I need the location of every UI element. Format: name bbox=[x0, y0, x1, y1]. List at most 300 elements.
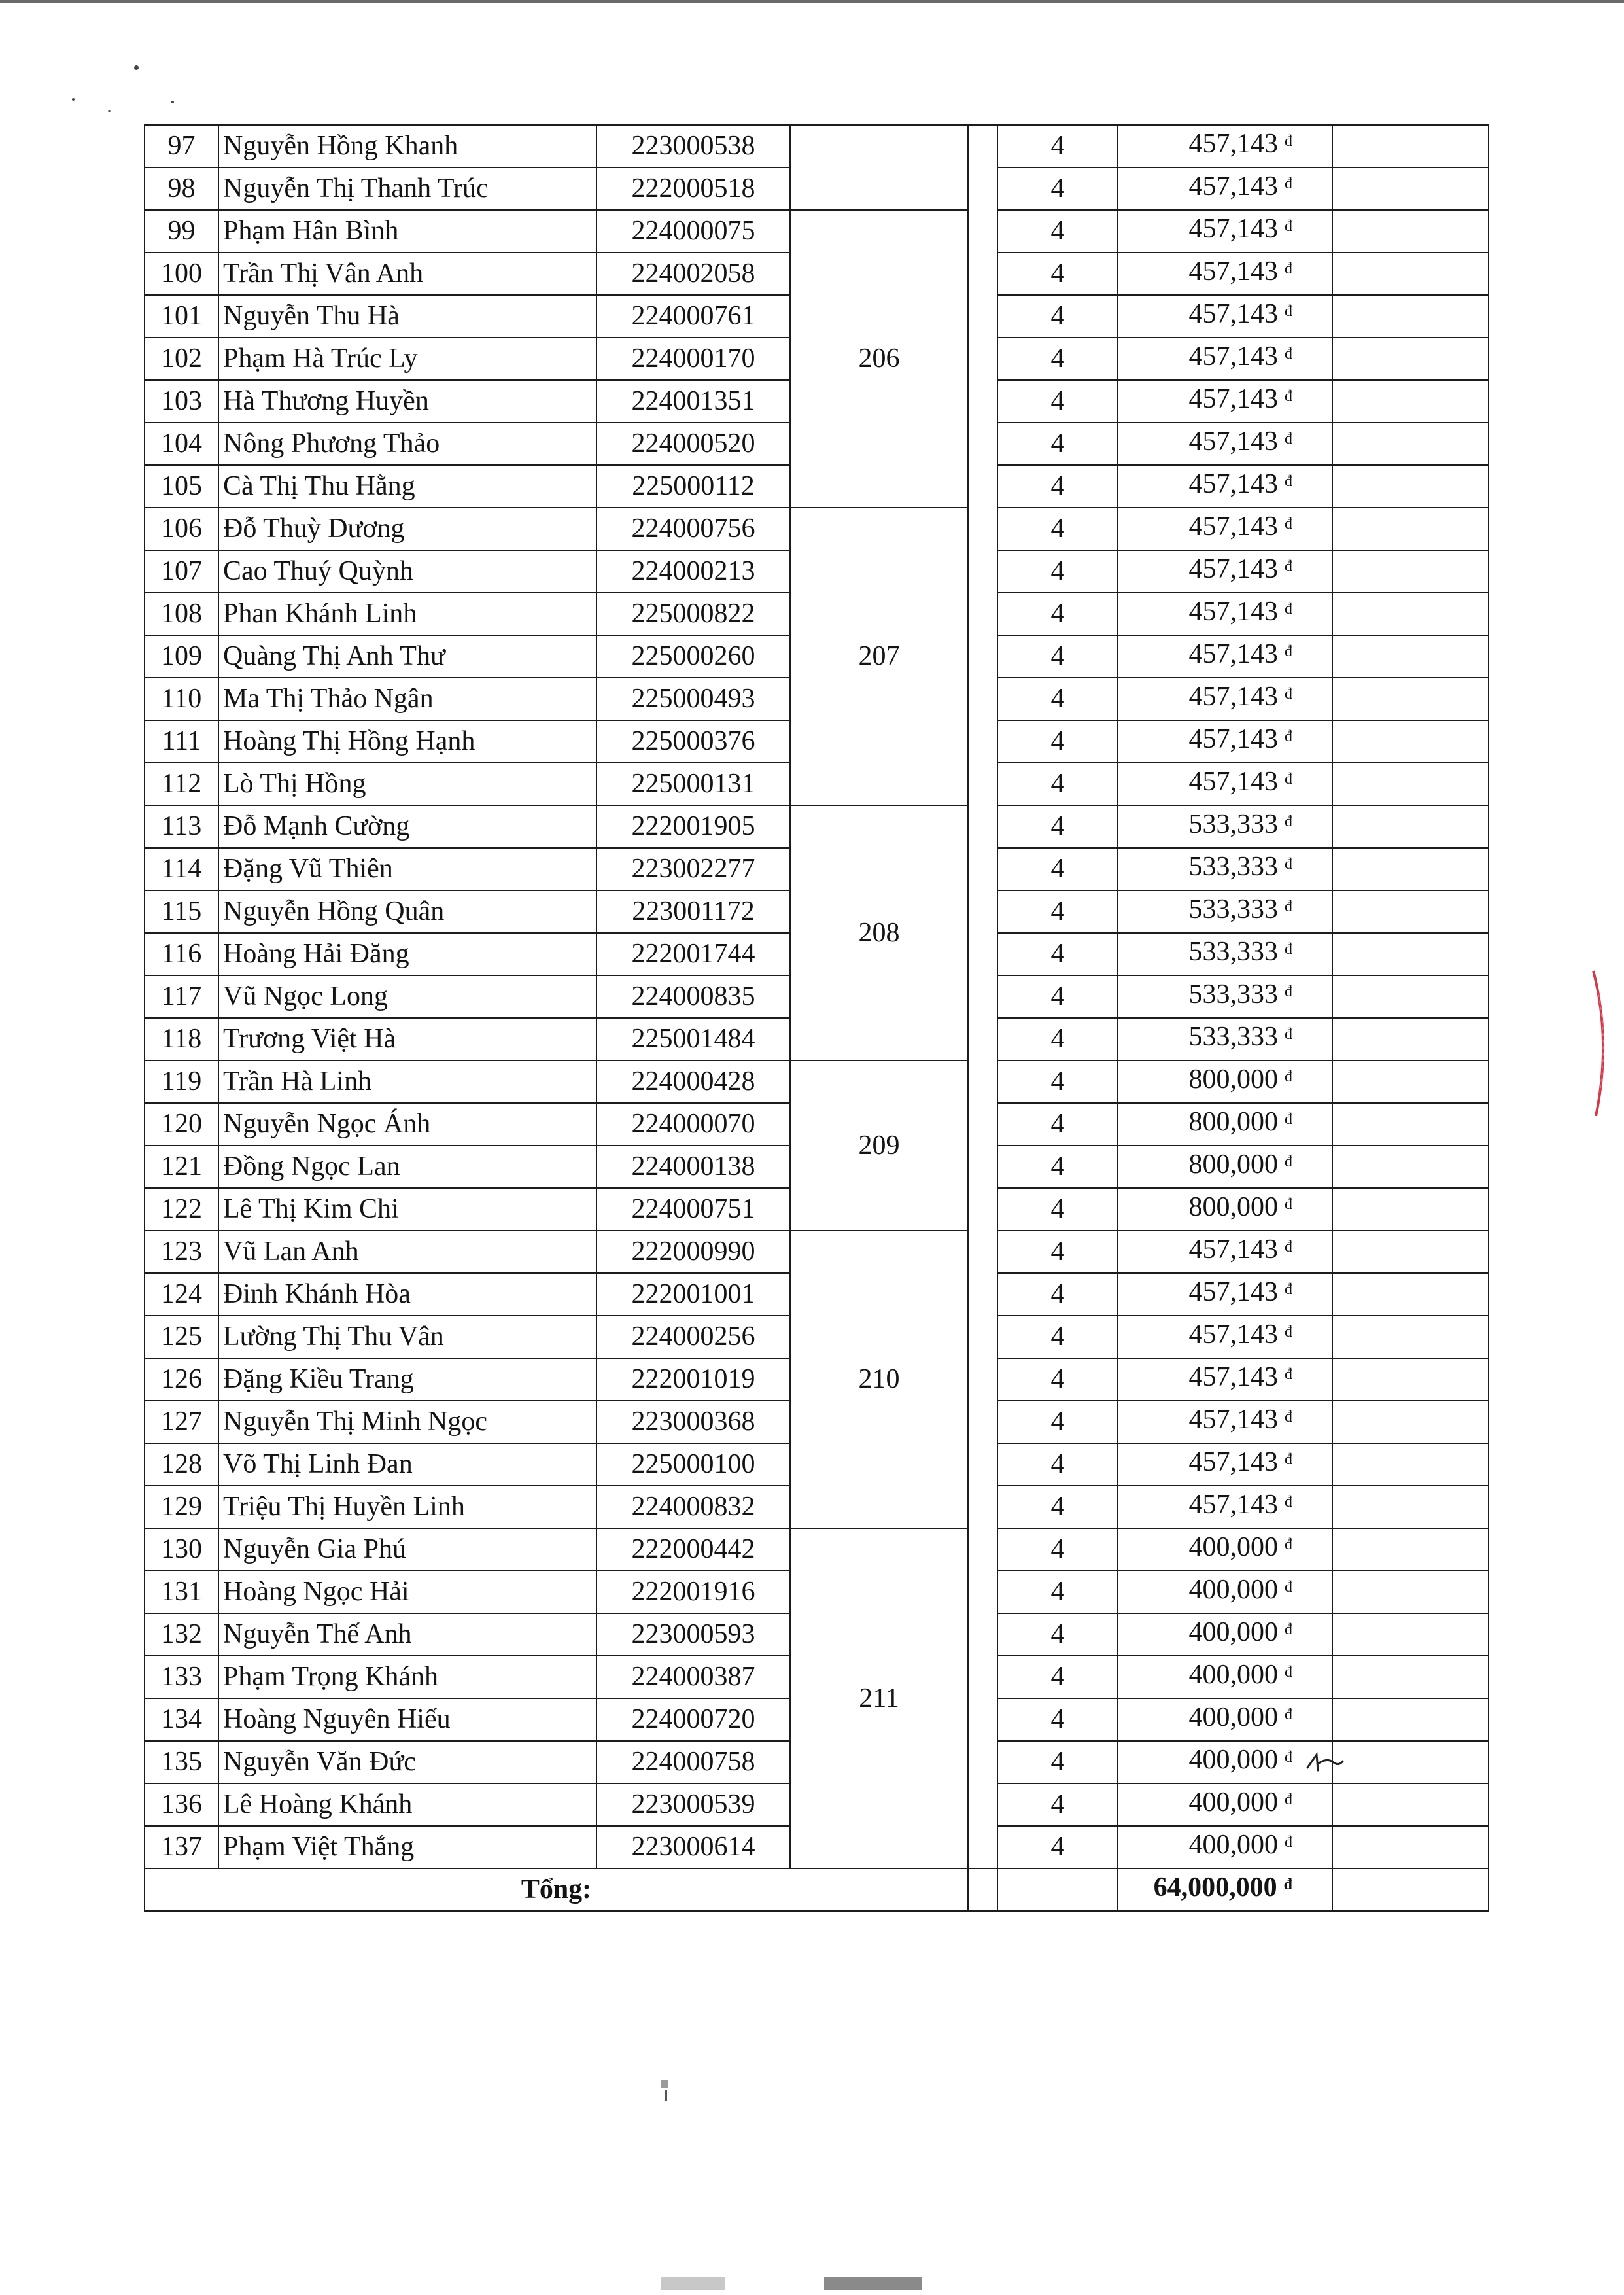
total-label: Tổng: bbox=[145, 1868, 968, 1911]
student-code: 224000070 bbox=[596, 1103, 790, 1146]
amount-value: 457,143 bbox=[1188, 1362, 1278, 1392]
initial-signature-mark bbox=[1305, 1748, 1344, 1774]
column-gap bbox=[968, 508, 997, 550]
amount-value: 457,143 bbox=[1188, 1277, 1278, 1307]
session-count: 4 bbox=[997, 550, 1118, 593]
session-count: 4 bbox=[997, 508, 1118, 550]
student-name: Lường Thị Thu Vân bbox=[218, 1316, 596, 1358]
session-count: 4 bbox=[997, 1358, 1118, 1401]
row-number: 99 bbox=[145, 210, 218, 253]
student-code: 223000538 bbox=[596, 125, 790, 167]
session-count: 4 bbox=[997, 1826, 1118, 1868]
note-cell bbox=[1332, 1231, 1489, 1273]
scan-speck bbox=[72, 98, 75, 101]
amount-value: 457,143 bbox=[1188, 171, 1278, 201]
student-code: 224000387 bbox=[596, 1656, 790, 1698]
row-number: 100 bbox=[145, 253, 218, 295]
note-cell bbox=[1332, 295, 1489, 338]
student-name: Vũ Ngọc Long bbox=[218, 975, 596, 1018]
row-number: 123 bbox=[145, 1231, 218, 1273]
session-count: 4 bbox=[997, 763, 1118, 805]
student-code: 222000518 bbox=[596, 167, 790, 210]
amount-value: 457,143 bbox=[1188, 724, 1278, 754]
student-code: 224000428 bbox=[596, 1060, 790, 1103]
student-code: 222001916 bbox=[596, 1571, 790, 1613]
note-cell bbox=[1332, 593, 1489, 635]
amount-value: 457,143 bbox=[1188, 1320, 1278, 1350]
row-number: 109 bbox=[145, 635, 218, 678]
column-gap bbox=[968, 1656, 997, 1698]
currency-symbol: đ bbox=[1285, 856, 1292, 873]
amount-cell bbox=[1118, 635, 1332, 678]
column-gap bbox=[968, 1698, 997, 1741]
amount-cell bbox=[1118, 167, 1332, 210]
note-cell bbox=[1332, 1103, 1489, 1146]
column-gap bbox=[968, 848, 997, 890]
currency-symbol: đ bbox=[1285, 941, 1292, 958]
column-gap bbox=[968, 210, 997, 253]
payment-table-body bbox=[145, 125, 1489, 1911]
column-gap bbox=[968, 1316, 997, 1358]
note-cell bbox=[1332, 1826, 1489, 1868]
amount-cell bbox=[1118, 125, 1332, 167]
note-cell bbox=[1332, 1656, 1489, 1698]
student-code: 224000213 bbox=[596, 550, 790, 593]
amount-cell bbox=[1118, 1443, 1332, 1486]
row-number: 124 bbox=[145, 1273, 218, 1316]
session-count: 4 bbox=[997, 210, 1118, 253]
room-number: 206 bbox=[790, 210, 968, 508]
note-cell bbox=[1332, 805, 1489, 848]
row-number: 118 bbox=[145, 1018, 218, 1060]
amount-cell bbox=[1118, 1273, 1332, 1316]
student-name: Nguyễn Thế Anh bbox=[218, 1613, 596, 1656]
amount-cell bbox=[1118, 1060, 1332, 1103]
column-gap bbox=[968, 295, 997, 338]
amount-cell bbox=[1118, 1358, 1332, 1401]
note-cell bbox=[1332, 1741, 1489, 1783]
session-count: 4 bbox=[997, 1146, 1118, 1188]
amount-value: 800,000 bbox=[1188, 1064, 1278, 1095]
note-cell bbox=[1332, 465, 1489, 508]
amount-cell bbox=[1118, 1613, 1332, 1656]
currency-symbol: đ bbox=[1285, 1111, 1292, 1128]
column-gap bbox=[968, 1103, 997, 1146]
student-name: Đồng Ngọc Lan bbox=[218, 1146, 596, 1188]
amount-cell bbox=[1118, 1018, 1332, 1060]
total-gap bbox=[968, 1868, 997, 1911]
session-count: 4 bbox=[997, 933, 1118, 975]
session-count: 4 bbox=[997, 1401, 1118, 1443]
amount-cell bbox=[1118, 1656, 1332, 1698]
amount-value: 533,333 bbox=[1188, 852, 1278, 882]
column-gap bbox=[968, 1358, 997, 1401]
row-number: 103 bbox=[145, 380, 218, 423]
student-name: Đặng Kiều Trang bbox=[218, 1358, 596, 1401]
scan-artifact-marks bbox=[661, 2080, 955, 2295]
amount-value: 457,143 bbox=[1188, 512, 1278, 542]
scan-speck bbox=[134, 65, 139, 70]
session-count: 4 bbox=[997, 1188, 1118, 1231]
currency-symbol: đ bbox=[1285, 175, 1292, 192]
amount-value: 533,333 bbox=[1188, 937, 1278, 967]
room-number bbox=[790, 125, 968, 210]
student-code: 224000756 bbox=[596, 508, 790, 550]
row-number: 133 bbox=[145, 1656, 218, 1698]
student-code: 224000520 bbox=[596, 423, 790, 465]
note-cell bbox=[1332, 1316, 1489, 1358]
row-number: 134 bbox=[145, 1698, 218, 1741]
row-number: 116 bbox=[145, 933, 218, 975]
session-count: 4 bbox=[997, 125, 1118, 167]
row-number: 102 bbox=[145, 338, 218, 380]
note-cell bbox=[1332, 848, 1489, 890]
amount-cell bbox=[1118, 465, 1332, 508]
note-cell bbox=[1332, 1018, 1489, 1060]
column-gap bbox=[968, 1741, 997, 1783]
note-cell bbox=[1332, 1060, 1489, 1103]
total-amount-cell bbox=[1118, 1868, 1332, 1911]
student-name: Nguyễn Thị Minh Ngọc bbox=[218, 1401, 596, 1443]
currency-symbol: đ bbox=[1285, 473, 1292, 490]
row-number: 114 bbox=[145, 848, 218, 890]
currency-symbol: đ bbox=[1285, 1706, 1292, 1723]
currency-symbol: đ bbox=[1285, 1834, 1292, 1851]
session-count: 4 bbox=[997, 678, 1118, 720]
student-name: Nông Phương Thảo bbox=[218, 423, 596, 465]
session-count: 4 bbox=[997, 253, 1118, 295]
row-number: 130 bbox=[145, 1528, 218, 1571]
student-code: 224000256 bbox=[596, 1316, 790, 1358]
row-number: 107 bbox=[145, 550, 218, 593]
amount-value: 400,000 bbox=[1188, 1575, 1278, 1605]
student-name: Vũ Lan Anh bbox=[218, 1231, 596, 1273]
student-name: Ma Thị Thảo Ngân bbox=[218, 678, 596, 720]
student-code: 222001744 bbox=[596, 933, 790, 975]
currency-symbol: đ bbox=[1285, 1281, 1292, 1298]
note-cell bbox=[1332, 1401, 1489, 1443]
amount-value: 533,333 bbox=[1188, 1022, 1278, 1052]
amount-cell bbox=[1118, 848, 1332, 890]
session-count: 4 bbox=[997, 295, 1118, 338]
session-count: 4 bbox=[997, 1060, 1118, 1103]
row-number: 119 bbox=[145, 1060, 218, 1103]
row-number: 128 bbox=[145, 1443, 218, 1486]
currency-symbol: đ bbox=[1285, 1153, 1292, 1170]
note-cell bbox=[1332, 125, 1489, 167]
session-count: 4 bbox=[997, 1656, 1118, 1698]
amount-value: 400,000 bbox=[1188, 1660, 1278, 1690]
amount-value: 457,143 bbox=[1188, 682, 1278, 712]
row-number: 113 bbox=[145, 805, 218, 848]
note-cell bbox=[1332, 635, 1489, 678]
student-name: Cà Thị Thu Hằng bbox=[218, 465, 596, 508]
student-code: 224000720 bbox=[596, 1698, 790, 1741]
note-cell bbox=[1332, 1273, 1489, 1316]
column-gap bbox=[968, 678, 997, 720]
amount-cell bbox=[1118, 550, 1332, 593]
student-code: 224000138 bbox=[596, 1146, 790, 1188]
amount-cell bbox=[1118, 805, 1332, 848]
currency-symbol: đ bbox=[1285, 1026, 1292, 1043]
student-name: Hoàng Ngọc Hải bbox=[218, 1571, 596, 1613]
currency-symbol: đ bbox=[1285, 133, 1292, 150]
note-cell bbox=[1332, 1528, 1489, 1571]
column-gap bbox=[968, 1783, 997, 1826]
student-code: 223001172 bbox=[596, 890, 790, 933]
student-name: Cao Thuý Quỳnh bbox=[218, 550, 596, 593]
amount-value: 400,000 bbox=[1188, 1532, 1278, 1562]
column-gap bbox=[968, 380, 997, 423]
currency-symbol: đ bbox=[1285, 643, 1292, 660]
student-name: Trần Hà Linh bbox=[218, 1060, 596, 1103]
column-gap bbox=[968, 1060, 997, 1103]
column-gap bbox=[968, 550, 997, 593]
currency-symbol: đ bbox=[1285, 1749, 1292, 1766]
note-cell bbox=[1332, 338, 1489, 380]
amount-cell bbox=[1118, 1401, 1332, 1443]
row-number: 108 bbox=[145, 593, 218, 635]
note-cell bbox=[1332, 167, 1489, 210]
note-cell bbox=[1332, 1613, 1489, 1656]
session-count: 4 bbox=[997, 167, 1118, 210]
amount-cell bbox=[1118, 210, 1332, 253]
session-count: 4 bbox=[997, 848, 1118, 890]
column-gap bbox=[968, 933, 997, 975]
total-note-cell bbox=[1332, 1868, 1489, 1911]
amount-value: 457,143 bbox=[1188, 299, 1278, 329]
amount-cell bbox=[1118, 1741, 1332, 1783]
column-gap bbox=[968, 1443, 997, 1486]
session-count: 4 bbox=[997, 1103, 1118, 1146]
currency-symbol: đ bbox=[1285, 728, 1292, 745]
session-count: 4 bbox=[997, 1443, 1118, 1486]
note-cell bbox=[1332, 933, 1489, 975]
amount-cell bbox=[1118, 593, 1332, 635]
note-cell bbox=[1332, 890, 1489, 933]
room-number: 211 bbox=[790, 1528, 968, 1868]
column-gap bbox=[968, 1273, 997, 1316]
amount-value: 533,333 bbox=[1188, 894, 1278, 924]
currency-symbol: đ bbox=[1285, 1664, 1292, 1681]
student-name: Nguyễn Ngọc Ánh bbox=[218, 1103, 596, 1146]
student-code: 223000368 bbox=[596, 1401, 790, 1443]
scan-top-edge bbox=[0, 0, 1624, 3]
student-code: 225000260 bbox=[596, 635, 790, 678]
amount-cell bbox=[1118, 678, 1332, 720]
row-number: 135 bbox=[145, 1741, 218, 1783]
currency-symbol: đ bbox=[1285, 430, 1292, 447]
row-number: 101 bbox=[145, 295, 218, 338]
amount-value: 400,000 bbox=[1188, 1745, 1278, 1775]
amount-value: 800,000 bbox=[1188, 1107, 1278, 1137]
row-number: 97 bbox=[145, 125, 218, 167]
column-gap bbox=[968, 1231, 997, 1273]
column-gap bbox=[968, 1188, 997, 1231]
session-count: 4 bbox=[997, 720, 1118, 763]
row-number: 126 bbox=[145, 1358, 218, 1401]
column-gap bbox=[968, 125, 997, 167]
student-name: Lò Thị Hồng bbox=[218, 763, 596, 805]
student-name: Triệu Thị Huyền Linh bbox=[218, 1486, 596, 1528]
table-row bbox=[145, 1231, 1489, 1273]
student-code: 225000131 bbox=[596, 763, 790, 805]
student-name: Đỗ Thuỳ Dương bbox=[218, 508, 596, 550]
payment-table bbox=[144, 124, 1489, 1912]
scan-speck bbox=[108, 110, 111, 112]
note-cell bbox=[1332, 550, 1489, 593]
row-number: 129 bbox=[145, 1486, 218, 1528]
session-count: 4 bbox=[997, 380, 1118, 423]
currency-symbol: đ bbox=[1285, 303, 1292, 320]
row-number: 137 bbox=[145, 1826, 218, 1868]
row-number: 98 bbox=[145, 167, 218, 210]
amount-cell bbox=[1118, 1146, 1332, 1188]
table-row bbox=[145, 508, 1489, 550]
session-count: 4 bbox=[997, 1231, 1118, 1273]
row-number: 122 bbox=[145, 1188, 218, 1231]
column-gap bbox=[968, 338, 997, 380]
session-count: 4 bbox=[997, 635, 1118, 678]
session-count: 4 bbox=[997, 1018, 1118, 1060]
column-gap bbox=[968, 890, 997, 933]
amount-cell bbox=[1118, 253, 1332, 295]
student-name: Nguyễn Thị Thanh Trúc bbox=[218, 167, 596, 210]
amount-value: 400,000 bbox=[1188, 1830, 1278, 1860]
total-count-empty bbox=[997, 1868, 1118, 1911]
currency-symbol: đ bbox=[1285, 1409, 1292, 1426]
amount-cell bbox=[1118, 295, 1332, 338]
currency-symbol: đ bbox=[1285, 1366, 1292, 1383]
total-row bbox=[145, 1868, 1489, 1911]
amount-value: 457,143 bbox=[1188, 384, 1278, 414]
amount-value: 457,143 bbox=[1188, 639, 1278, 669]
student-code: 222000442 bbox=[596, 1528, 790, 1571]
amount-value: 457,143 bbox=[1188, 256, 1278, 287]
session-count: 4 bbox=[997, 1741, 1118, 1783]
note-cell bbox=[1332, 1571, 1489, 1613]
student-code: 222001905 bbox=[596, 805, 790, 848]
student-name: Nguyễn Hồng Quân bbox=[218, 890, 596, 933]
currency-symbol: đ bbox=[1285, 388, 1292, 405]
column-gap bbox=[968, 465, 997, 508]
student-name: Phạm Hà Trúc Ly bbox=[218, 338, 596, 380]
column-gap bbox=[968, 167, 997, 210]
student-name: Phạm Trọng Khánh bbox=[218, 1656, 596, 1698]
amount-value: 457,143 bbox=[1188, 1405, 1278, 1435]
amount-cell bbox=[1118, 1783, 1332, 1826]
amount-value: 457,143 bbox=[1188, 214, 1278, 244]
student-code: 222000990 bbox=[596, 1231, 790, 1273]
row-number: 105 bbox=[145, 465, 218, 508]
note-cell bbox=[1332, 253, 1489, 295]
row-number: 112 bbox=[145, 763, 218, 805]
table-row bbox=[145, 805, 1489, 848]
student-code: 224000761 bbox=[596, 295, 790, 338]
note-cell bbox=[1332, 380, 1489, 423]
student-name: Lê Thị Kim Chi bbox=[218, 1188, 596, 1231]
student-code: 222001001 bbox=[596, 1273, 790, 1316]
row-number: 111 bbox=[145, 720, 218, 763]
amount-value: 400,000 bbox=[1188, 1617, 1278, 1647]
note-cell bbox=[1332, 1698, 1489, 1741]
amount-cell bbox=[1118, 1103, 1332, 1146]
student-code: 224000075 bbox=[596, 210, 790, 253]
note-cell bbox=[1332, 1486, 1489, 1528]
column-gap bbox=[968, 763, 997, 805]
note-cell bbox=[1332, 1188, 1489, 1231]
row-number: 127 bbox=[145, 1401, 218, 1443]
session-count: 4 bbox=[997, 338, 1118, 380]
currency-symbol: đ bbox=[1285, 1494, 1292, 1511]
note-cell bbox=[1332, 678, 1489, 720]
column-gap bbox=[968, 593, 997, 635]
amount-value: 533,333 bbox=[1188, 809, 1278, 839]
amount-value: 457,143 bbox=[1188, 1447, 1278, 1477]
row-number: 136 bbox=[145, 1783, 218, 1826]
currency-symbol: đ bbox=[1285, 1536, 1292, 1553]
room-number: 207 bbox=[790, 508, 968, 805]
student-code: 225000100 bbox=[596, 1443, 790, 1486]
student-name: Võ Thị Linh Đan bbox=[218, 1443, 596, 1486]
note-cell bbox=[1332, 975, 1489, 1018]
student-code: 224000758 bbox=[596, 1741, 790, 1783]
session-count: 4 bbox=[997, 1571, 1118, 1613]
session-count: 4 bbox=[997, 1486, 1118, 1528]
currency-symbol: đ bbox=[1283, 1876, 1292, 1893]
amount-value: 400,000 bbox=[1188, 1702, 1278, 1732]
amount-value: 457,143 bbox=[1188, 767, 1278, 797]
amount-value: 457,143 bbox=[1188, 427, 1278, 457]
amount-value: 533,333 bbox=[1188, 979, 1278, 1009]
currency-symbol: đ bbox=[1285, 1791, 1292, 1808]
student-code: 224001351 bbox=[596, 380, 790, 423]
note-cell bbox=[1332, 423, 1489, 465]
note-cell bbox=[1332, 720, 1489, 763]
amount-value: 457,143 bbox=[1188, 597, 1278, 627]
student-name: Nguyễn Hồng Khanh bbox=[218, 125, 596, 167]
student-name: Trương Việt Hà bbox=[218, 1018, 596, 1060]
column-gap bbox=[968, 635, 997, 678]
student-name: Trần Thị Vân Anh bbox=[218, 253, 596, 295]
session-count: 4 bbox=[997, 975, 1118, 1018]
session-count: 4 bbox=[997, 423, 1118, 465]
student-code: 224000832 bbox=[596, 1486, 790, 1528]
session-count: 4 bbox=[997, 465, 1118, 508]
room-number: 210 bbox=[790, 1231, 968, 1528]
amount-cell bbox=[1118, 1188, 1332, 1231]
student-code: 225000493 bbox=[596, 678, 790, 720]
row-number: 104 bbox=[145, 423, 218, 465]
row-number: 132 bbox=[145, 1613, 218, 1656]
column-gap bbox=[968, 720, 997, 763]
column-gap bbox=[968, 1401, 997, 1443]
currency-symbol: đ bbox=[1285, 813, 1292, 830]
session-count: 4 bbox=[997, 805, 1118, 848]
amount-cell bbox=[1118, 338, 1332, 380]
student-name: Nguyễn Gia Phú bbox=[218, 1528, 596, 1571]
currency-symbol: đ bbox=[1285, 345, 1292, 362]
currency-symbol: đ bbox=[1285, 983, 1292, 1000]
session-count: 4 bbox=[997, 1613, 1118, 1656]
currency-symbol: đ bbox=[1285, 1621, 1292, 1638]
session-count: 4 bbox=[997, 1316, 1118, 1358]
amount-cell bbox=[1118, 423, 1332, 465]
student-name: Hoàng Hải Đăng bbox=[218, 933, 596, 975]
student-name: Hoàng Thị Hồng Hạnh bbox=[218, 720, 596, 763]
amount-cell bbox=[1118, 763, 1332, 805]
student-name: Lê Hoàng Khánh bbox=[218, 1783, 596, 1826]
